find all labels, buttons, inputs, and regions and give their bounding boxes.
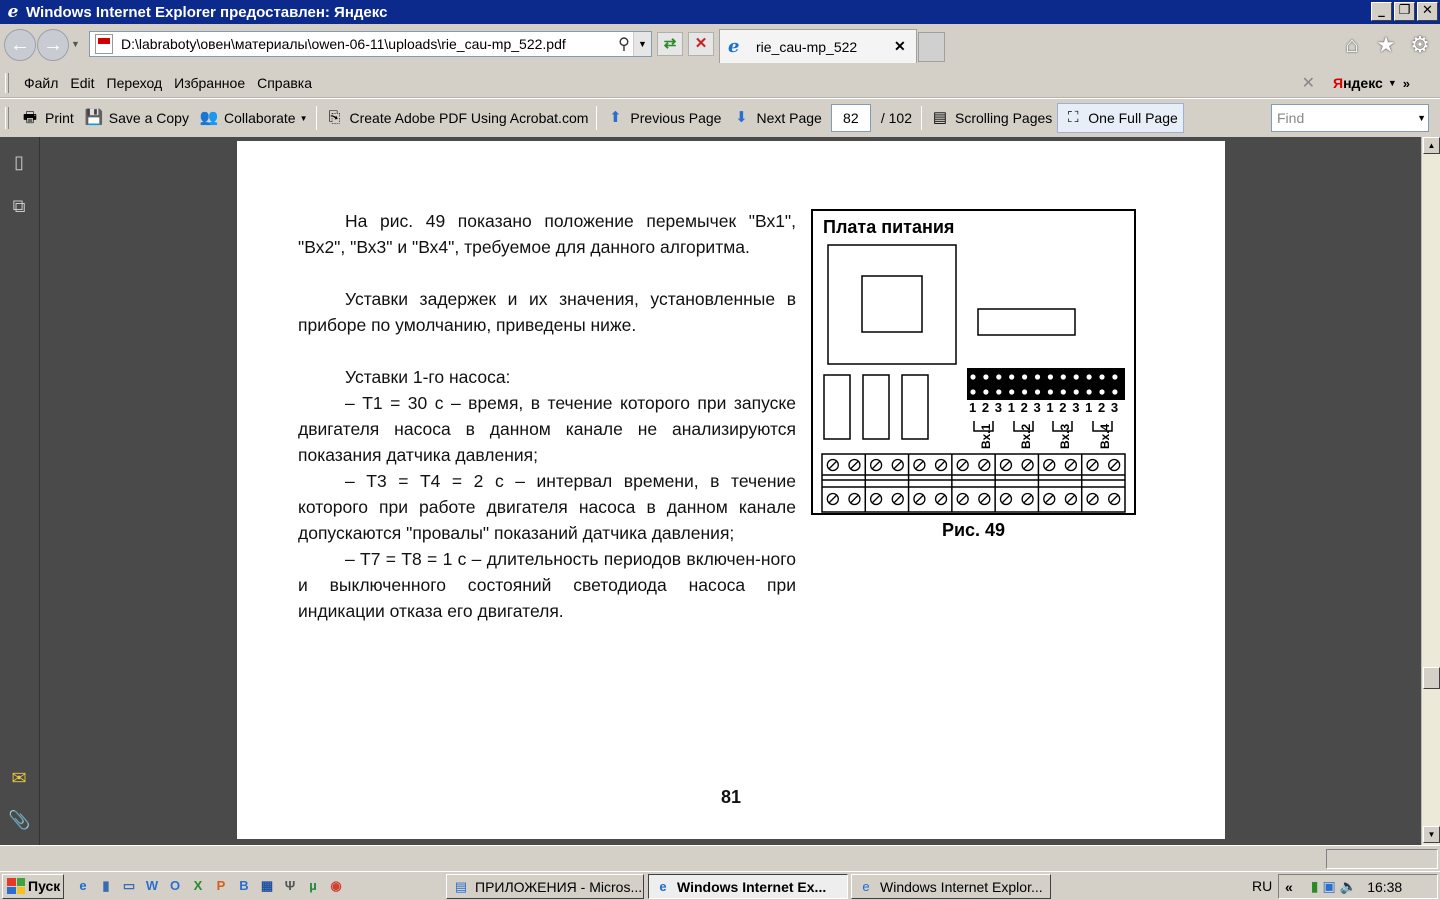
powerpoint-icon[interactable]: P (216, 878, 226, 893)
menu-grip (5, 73, 9, 93)
paragraph-5: – Т3 = Т4 = 2 с – интервал времени, в течение которого при работе двигателя насоса в данном канале допускаются "провалы" показаний датчика давления; (298, 471, 796, 543)
vertical-scrollbar[interactable] (1421, 137, 1440, 845)
jumper-pin (1087, 389, 1092, 394)
left-nav-panel (0, 137, 40, 845)
address-dropdown-icon[interactable]: ▼ (633, 32, 651, 56)
volume-icon[interactable]: 🔈 (1339, 878, 1358, 894)
pages-icon[interactable]: ▯ (14, 152, 24, 172)
jumper-pin (1009, 374, 1014, 379)
search-icon[interactable]: ⚲ (618, 36, 630, 53)
acrobat-com-icon: ⎘ (328, 109, 341, 126)
component-1 (824, 375, 850, 439)
comments-icon[interactable]: ✉ (11, 768, 27, 788)
desktop-icon[interactable]: ▭ (122, 878, 136, 893)
pdf-file-icon (95, 34, 113, 54)
menu-edit[interactable]: Edit (70, 74, 95, 91)
start-label: Пуск (28, 878, 61, 894)
pin-number-label: 2 (1020, 400, 1028, 415)
toolbar-separator (921, 106, 922, 130)
pin-number-label: 1 (1007, 400, 1015, 415)
collaborate-icon: 👥 (199, 109, 219, 126)
pdf-toolbar-grip (5, 107, 9, 129)
status-cell (1326, 849, 1438, 869)
scrolling-pages-label: Scrolling Pages (954, 110, 1053, 126)
one-full-page-button[interactable] (1057, 103, 1184, 133)
back-button[interactable]: ← (4, 29, 36, 61)
previous-page-button[interactable] (600, 103, 726, 133)
jumper-pin (1061, 389, 1066, 394)
ie-quicklaunch-icon[interactable]: e (79, 878, 87, 893)
create-pdf-button[interactable] (320, 103, 594, 133)
address-url[interactable]: D:\labraboty\овен\материалы\owen-06-11\uploads\rie_cau-mp_522.pdf (121, 36, 566, 52)
jumper-pin (1009, 389, 1014, 394)
new-tab-button[interactable] (918, 32, 945, 62)
paragraph-4: – Т1 = 30 с – время, в течение которого при запуске двигателя насоса в данном канале не анализируются показания датчика давления; (298, 393, 796, 465)
input-group-label: Вх.4 (1098, 423, 1112, 449)
language-indicator[interactable]: RU (1252, 878, 1273, 894)
jumper-pin (983, 374, 988, 379)
task-word[interactable] (446, 874, 644, 899)
start-button[interactable] (2, 874, 64, 899)
menu-bar (0, 68, 1440, 98)
pdf-viewer (0, 137, 1440, 845)
jumper-pin (1074, 374, 1079, 379)
jumper-pin (1074, 389, 1079, 394)
yandex-label[interactable] (1333, 75, 1383, 91)
network-icon[interactable]: ▦ (260, 878, 274, 893)
printer-icon: 🖶 (22, 109, 38, 126)
window-title: Windows Internet Explorer предоставлен: Яндекс (26, 3, 388, 21)
restore-button[interactable]: ❐ (1394, 2, 1415, 21)
tab-label: rie_cau-mp_522 (756, 38, 858, 55)
menu-go[interactable]: Переход (106, 74, 163, 91)
pin-number-label: 3 (994, 400, 1003, 415)
paragraph-3: Уставки 1-го насоса: (345, 367, 511, 387)
terminal-strip-frame (822, 454, 1125, 512)
input-group-label: Вх.2 (1019, 423, 1033, 449)
jumper-pin (1022, 389, 1027, 394)
scroll-up-arrow-icon[interactable]: ▲ (1423, 137, 1440, 154)
windows-flag-icon (7, 878, 25, 894)
find-placeholder: Find (1277, 110, 1305, 126)
print-button[interactable] (15, 103, 79, 133)
arrow-up-icon: ⬆ (609, 109, 622, 126)
system-tray (1278, 874, 1438, 899)
pin-number-label: 3 (1072, 400, 1080, 415)
group-brackets (974, 421, 1112, 431)
ie-task-icon: e (659, 878, 667, 894)
relay-block (978, 309, 1075, 335)
paragraph-6: – Т7 = Т8 = 1 с – длительность периодов включен-ного и выключенного состояний светодиода насоса при индикации отказа его двигателя. (298, 549, 796, 621)
previous-page-label: Previous Page (630, 110, 722, 126)
yandex-label-rest: ндекс (1343, 75, 1383, 91)
find-dropdown-icon[interactable]: ▼ (1417, 113, 1426, 123)
scrolling-pages-button[interactable] (925, 103, 1057, 133)
address-row (0, 24, 1440, 68)
scrolling-pages-icon: ▤ (932, 109, 948, 126)
menu-favorites[interactable]: Избранное (174, 74, 246, 91)
paragraph-2: Уставки задержек и их значения, установленные в приборе по умолчанию, приведены ниже. (298, 289, 796, 335)
attachments-paperclip-icon[interactable]: 📎 (8, 810, 31, 830)
task-ie-active-label: Windows Internet Ex... (677, 878, 827, 895)
task-ie-2-label: Windows Internet Explor... (880, 878, 1043, 895)
ie-tab-icon: e (728, 35, 740, 57)
title-bar (0, 0, 1440, 24)
menu-file[interactable]: Файл (24, 74, 59, 91)
close-button[interactable]: ✕ (1417, 2, 1438, 21)
print-label: Print (45, 110, 74, 126)
jumper-pin (970, 374, 975, 379)
transformer-outer (828, 245, 956, 364)
status-bar (0, 845, 1440, 871)
next-page-label: Next Page (756, 110, 822, 126)
jumper-pin (1087, 374, 1092, 379)
transformer-inner (862, 276, 922, 332)
yandex-more-icon[interactable]: » (1402, 75, 1410, 91)
jumper-pin (996, 374, 1001, 379)
pin-number-label: 1 (1085, 400, 1093, 415)
jumper-block-body (967, 368, 1125, 400)
minimize-button[interactable]: _ (1371, 2, 1392, 21)
forward-button[interactable]: → (37, 29, 69, 61)
figure-title: Плата питания (823, 217, 955, 237)
pin-number-label: 1 (1046, 400, 1054, 415)
history-dropdown-icon[interactable]: ▼ (71, 39, 80, 49)
toolbar-separator (596, 106, 597, 130)
jumper-pin (970, 389, 975, 394)
yandex-label-first: Я (1333, 75, 1344, 91)
stop-button[interactable]: ✕ (688, 32, 714, 56)
one-full-page-label: One Full Page (1088, 110, 1178, 126)
component-2 (863, 375, 889, 439)
page-text-block (298, 208, 796, 624)
chrome-icon[interactable]: ◉ (330, 878, 342, 893)
yandex-toolbar (1302, 73, 1410, 93)
taskbar (0, 871, 1440, 900)
word-task-icon: ▤ (454, 878, 468, 894)
excel-icon[interactable]: X (193, 878, 203, 893)
create-pdf-label: Create Adobe PDF Using Acrobat.com (349, 110, 589, 126)
task-ie-active[interactable] (648, 874, 848, 899)
home-icon[interactable]: ⌂ (1345, 32, 1359, 57)
component-3 (902, 375, 928, 439)
address-bar[interactable] (89, 31, 652, 57)
server-icon[interactable]: ▮ (102, 878, 110, 893)
jumper-pin (1061, 374, 1066, 379)
input-group-label: Вх.1 (979, 423, 993, 449)
jumper-pin (1048, 389, 1053, 394)
jumper-pin (996, 389, 1001, 394)
page-total: / 102 (880, 110, 912, 126)
window-controls (1371, 2, 1438, 21)
browser-right-icons (1340, 33, 1432, 57)
pin-number-label: 1 (969, 400, 977, 415)
pin-number-label: 3 (1033, 400, 1041, 415)
network-tray-icon[interactable]: ▣ (1322, 878, 1336, 894)
figure-drawing (813, 211, 1134, 513)
ie-logo-icon: e (7, 2, 19, 22)
pdf-page (237, 141, 1225, 839)
scroll-down-arrow-icon[interactable]: ▼ (1423, 826, 1440, 843)
task-ie-2[interactable] (851, 874, 1051, 899)
tray-expand-icon[interactable]: « (1285, 878, 1293, 895)
jumper-pin (1035, 374, 1040, 379)
bookmarks-icon[interactable]: ⧉ (12, 196, 26, 216)
pin-number-label: 3 (1110, 400, 1119, 415)
collaborate-dropdown-icon: ▼ (299, 113, 308, 123)
jumper-pin (1035, 389, 1040, 394)
torrent-icon[interactable]: µ (309, 878, 317, 893)
arrow-down-icon: ⬇ (735, 109, 748, 126)
jumper-block (967, 368, 1125, 400)
toolbar-separator (316, 106, 317, 130)
page-number-footer: 81 (720, 787, 742, 807)
collaborate-label: Collaborate (223, 110, 296, 126)
pin-number-label: 2 (1098, 400, 1106, 415)
quick-launch (74, 877, 345, 895)
jumper-pin (1099, 374, 1104, 379)
one-full-page-icon: ⛶ (1068, 109, 1079, 126)
paragraph-1: На рис. 49 показано положение перемычек "Вх1", "Вх2", "Вх3" и "Вх4", требуемое для данного алгоритма. (298, 211, 796, 257)
pin-number-label: 2 (981, 400, 990, 415)
publisher-icon[interactable]: B (239, 878, 249, 893)
browser-tab[interactable] (719, 29, 917, 63)
floppy-disk-icon: 💾 (84, 109, 104, 126)
input-group-label: Вх.3 (1058, 423, 1072, 449)
terminal-strip (822, 454, 1125, 512)
pdf-toolbar (0, 99, 1440, 137)
jumper-pin (1099, 389, 1104, 394)
jumper-pin (1112, 374, 1117, 379)
jumper-pin (983, 389, 988, 394)
page-number-input[interactable]: 82 (831, 104, 871, 132)
word-icon[interactable]: W (145, 878, 159, 893)
jumper-pin (1048, 374, 1053, 379)
yandex-close-icon[interactable]: ✕ (1301, 75, 1316, 92)
favorites-star-icon[interactable]: ★ (1376, 32, 1396, 57)
outlook-icon[interactable]: O (169, 878, 181, 893)
figure-caption: Рис. 49 (941, 520, 1006, 540)
save-copy-label: Save a Copy (108, 110, 189, 126)
save-copy-button[interactable] (79, 103, 194, 133)
tool-icon[interactable]: Ψ (284, 878, 296, 893)
yandex-dropdown-icon[interactable]: ▼ (1387, 78, 1397, 88)
battery-icon[interactable]: ▮ (1310, 878, 1319, 894)
menu-help[interactable]: Справка (257, 74, 313, 91)
jumper-pin (1022, 374, 1027, 379)
figure-power-board (811, 209, 1136, 515)
next-page-button[interactable] (726, 103, 826, 133)
tools-gear-icon[interactable]: ⚙ (1410, 32, 1430, 57)
scroll-thumb[interactable] (1423, 667, 1440, 689)
collaborate-button[interactable] (194, 103, 313, 133)
refresh-button[interactable]: ⇄ (657, 32, 683, 56)
ie-task-icon-2: e (862, 878, 870, 894)
pin-number-label: 2 (1059, 400, 1067, 415)
clock[interactable]: 16:38 (1367, 878, 1403, 895)
jumper-pin (1112, 389, 1117, 394)
find-input[interactable] (1271, 104, 1429, 132)
tab-close-icon[interactable]: ✕ (894, 38, 906, 54)
task-word-label: ПРИЛОЖЕНИЯ - Micros... (475, 878, 643, 895)
